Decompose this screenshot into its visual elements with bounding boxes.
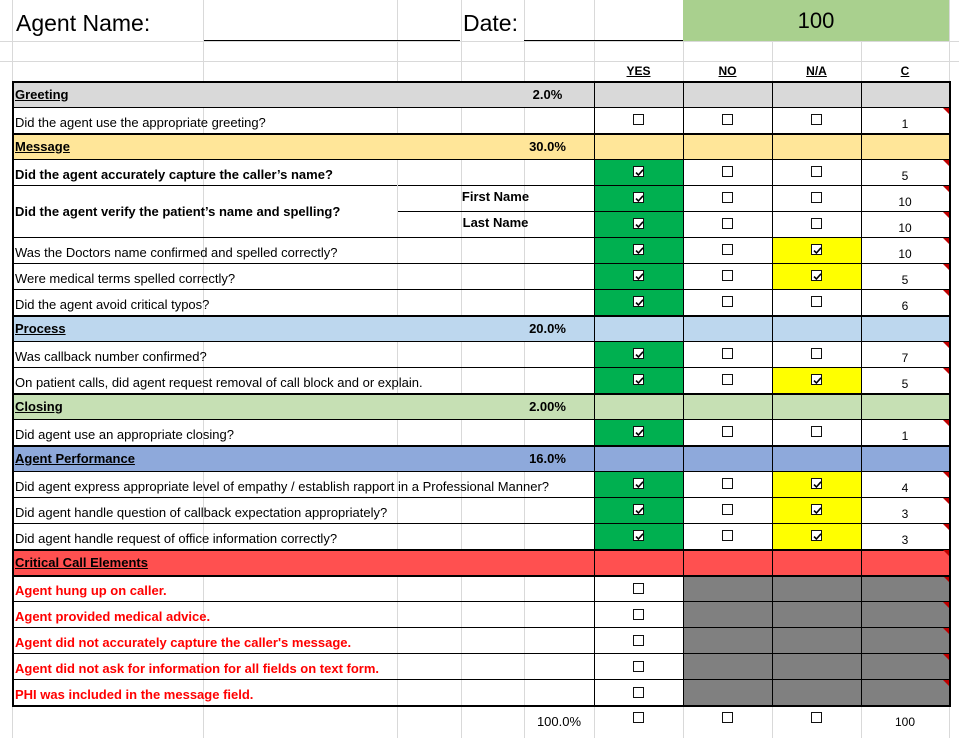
c-score: 3 (901, 533, 909, 547)
footer-no-checkbox[interactable] (722, 712, 733, 723)
yes-checkbox[interactable] (633, 244, 644, 255)
yes-checkbox[interactable] (633, 114, 644, 125)
section-row-greeting (12, 81, 949, 107)
section-weight-message: 30.0% (529, 138, 566, 154)
na-checkbox[interactable] (811, 270, 822, 281)
na-disabled-fill (683, 575, 949, 601)
section-title-greeting: Greeting (15, 86, 69, 102)
c-score: 10 (898, 221, 912, 235)
na-checkbox[interactable] (811, 530, 822, 541)
yes-checkbox[interactable] (633, 530, 644, 541)
column-header-no: NO (718, 64, 737, 78)
critical-item-text: Agent hung up on caller. (15, 582, 167, 598)
c-score: 10 (898, 247, 912, 261)
grid-line (12, 315, 949, 317)
agent-name-input[interactable] (204, 4, 460, 40)
section-title-closing: Closing (15, 398, 63, 414)
grid-line (12, 653, 949, 654)
grid-line (12, 237, 949, 238)
grid-line (12, 497, 949, 498)
na-checkbox[interactable] (811, 426, 822, 437)
checkmark-icon (634, 349, 645, 360)
grid-line (12, 601, 949, 602)
critical-item-text: Agent provided medical advice. (15, 608, 211, 624)
grid-line (12, 81, 951, 83)
section-row-process (12, 315, 949, 341)
na-checkbox[interactable] (811, 478, 822, 489)
grid-line (12, 263, 949, 264)
c-score: 6 (901, 299, 909, 313)
critical-checkbox[interactable] (633, 635, 644, 646)
na-checkbox[interactable] (811, 296, 822, 307)
c-score: 7 (901, 351, 909, 365)
grid-line (12, 549, 949, 551)
grid-line (12, 367, 949, 368)
sub-field-label: First Name (461, 188, 530, 204)
section-weight-closing: 2.00% (529, 398, 566, 414)
total-c: 100 (894, 715, 916, 729)
grid-line (12, 445, 949, 447)
na-checkbox[interactable] (811, 166, 822, 177)
question-text: Did agent handle request of office information correctly? (15, 530, 338, 546)
no-checkbox[interactable] (722, 426, 733, 437)
c-score: 5 (901, 377, 909, 391)
section-title-agent_perf: Agent Performance (15, 450, 135, 466)
total-score: 100 (797, 8, 835, 33)
no-checkbox[interactable] (722, 478, 733, 489)
c-score: 5 (901, 169, 909, 183)
grid-line (12, 81, 14, 705)
grid-line (12, 575, 949, 577)
na-disabled-fill (683, 679, 949, 705)
no-checkbox[interactable] (722, 192, 733, 203)
section-row-critical (12, 549, 949, 575)
grid-line (12, 705, 951, 707)
yes-checkbox[interactable] (633, 218, 644, 229)
critical-checkbox[interactable] (633, 609, 644, 620)
column-header-yes: YES (626, 64, 651, 78)
yes-checkbox[interactable] (633, 192, 644, 203)
section-title-message: Message (15, 138, 70, 154)
grid-line (0, 41, 959, 42)
footer-na-checkbox[interactable] (811, 712, 822, 723)
grid-line (12, 419, 949, 420)
checkmark-icon (634, 375, 645, 386)
grid-line (12, 159, 949, 160)
question-text: Did the agent use the appropriate greeting? (15, 114, 266, 130)
na-checkbox[interactable] (811, 218, 822, 229)
checkmark-icon (812, 505, 823, 516)
checkmark-icon (634, 505, 645, 516)
grid-line (12, 471, 949, 472)
no-checkbox[interactable] (722, 296, 733, 307)
no-checkbox[interactable] (722, 504, 733, 515)
yes-checkbox[interactable] (633, 296, 644, 307)
na-checkbox[interactable] (811, 348, 822, 359)
grid-line (12, 393, 949, 395)
question-text: Did the agent verify the patient’s name and spelling? (15, 203, 341, 219)
section-weight-process: 20.0% (529, 320, 566, 336)
no-checkbox[interactable] (722, 348, 733, 359)
column-header-c: C (900, 64, 910, 78)
checkmark-icon (634, 167, 645, 178)
section-title-critical: Critical Call Elements (15, 554, 148, 570)
question-text: Did the agent accurately capture the caller’s name? (15, 166, 333, 182)
question-text: Were medical terms spelled correctly? (15, 270, 236, 286)
question-text: On patient calls, did agent request removal of call block and or explain. (15, 374, 423, 390)
date-label: Date: (463, 9, 518, 36)
grid-line (12, 627, 949, 628)
column-header-na: N/A (806, 64, 827, 78)
checkmark-icon (634, 427, 645, 438)
section-weight-agent_perf: 16.0% (529, 450, 566, 466)
checkmark-icon (812, 271, 823, 282)
question-text: Did the agent avoid critical typos? (15, 296, 210, 312)
na-disabled-fill (683, 653, 949, 679)
c-score: 5 (901, 273, 909, 287)
question-text: Did agent express appropriate level of empathy / establish rapport in a Professional Manner? (15, 478, 550, 494)
critical-checkbox[interactable] (633, 661, 644, 672)
grid-line (12, 107, 949, 108)
checkmark-icon (812, 479, 823, 490)
na-checkbox[interactable] (811, 374, 822, 385)
critical-item-text: Agent did not accurately capture the caller's message. (15, 634, 352, 650)
c-score: 10 (898, 195, 912, 209)
na-disabled-fill (683, 627, 949, 653)
yes-checkbox[interactable] (633, 270, 644, 281)
checkmark-icon (634, 479, 645, 490)
c-score: 1 (901, 429, 909, 443)
grid-line (12, 679, 949, 680)
question-text: Was the Doctors name confirmed and spelled correctly? (15, 244, 338, 260)
na-checkbox[interactable] (811, 504, 822, 515)
grid-line (397, 185, 398, 237)
no-checkbox[interactable] (722, 270, 733, 281)
grid-line (524, 40, 683, 41)
yes-checkbox[interactable] (633, 374, 644, 385)
grid-line (949, 81, 951, 705)
total-weight: 100.0% (536, 713, 582, 729)
na-checkbox[interactable] (811, 114, 822, 125)
question-text: Was callback number confirmed? (15, 348, 207, 364)
grid-line (12, 341, 949, 342)
sub-field-label: Last Name (462, 214, 529, 230)
date-input[interactable] (524, 4, 683, 40)
checkmark-icon (634, 531, 645, 542)
question-text: Did agent use an appropriate closing? (15, 426, 234, 442)
section-title-process: Process (15, 320, 66, 336)
grid-line (861, 81, 862, 705)
grid-line (683, 81, 684, 705)
checkmark-icon (634, 193, 645, 204)
checkmark-icon (634, 245, 645, 256)
yes-checkbox[interactable] (633, 478, 644, 489)
yes-checkbox[interactable] (633, 166, 644, 177)
no-checkbox[interactable] (722, 114, 733, 125)
na-checkbox[interactable] (811, 192, 822, 203)
c-score: 3 (901, 507, 909, 521)
grid-line (12, 133, 949, 135)
no-checkbox[interactable] (722, 374, 733, 385)
footer-yes-checkbox[interactable] (633, 712, 644, 723)
yes-checkbox[interactable] (633, 426, 644, 437)
critical-item-text: PHI was included in the message field. (15, 686, 254, 702)
yes-checkbox[interactable] (633, 504, 644, 515)
grid-line (12, 289, 949, 290)
checkmark-icon (812, 531, 823, 542)
na-checkbox[interactable] (811, 244, 822, 255)
checkmark-icon (812, 375, 823, 386)
no-checkbox[interactable] (722, 530, 733, 541)
section-row-closing (12, 393, 949, 419)
no-checkbox[interactable] (722, 218, 733, 229)
c-score: 1 (901, 117, 909, 131)
critical-checkbox[interactable] (633, 687, 644, 698)
agent-name-label: Agent Name: (16, 9, 151, 36)
checkmark-icon (812, 245, 823, 256)
grid-line (397, 211, 949, 212)
grid-line (204, 40, 460, 41)
grid-line (12, 523, 949, 524)
section-weight-greeting: 2.0% (532, 86, 563, 102)
no-checkbox[interactable] (722, 166, 733, 177)
no-checkbox[interactable] (722, 244, 733, 255)
grid-line (12, 185, 949, 186)
critical-checkbox[interactable] (633, 583, 644, 594)
na-disabled-fill (683, 601, 949, 627)
checkmark-icon (634, 219, 645, 230)
c-score: 4 (901, 481, 909, 495)
checkmark-icon (634, 297, 645, 308)
section-row-message (12, 133, 949, 159)
question-text: Did agent handle question of callback expectation appropriately? (15, 504, 388, 520)
checkmark-icon (634, 271, 645, 282)
yes-checkbox[interactable] (633, 348, 644, 359)
section-row-agent_perf (12, 445, 949, 471)
critical-item-text: Agent did not ask for information for all fields on text form. (15, 660, 380, 676)
grid-line (772, 81, 773, 705)
grid-line (594, 81, 595, 705)
